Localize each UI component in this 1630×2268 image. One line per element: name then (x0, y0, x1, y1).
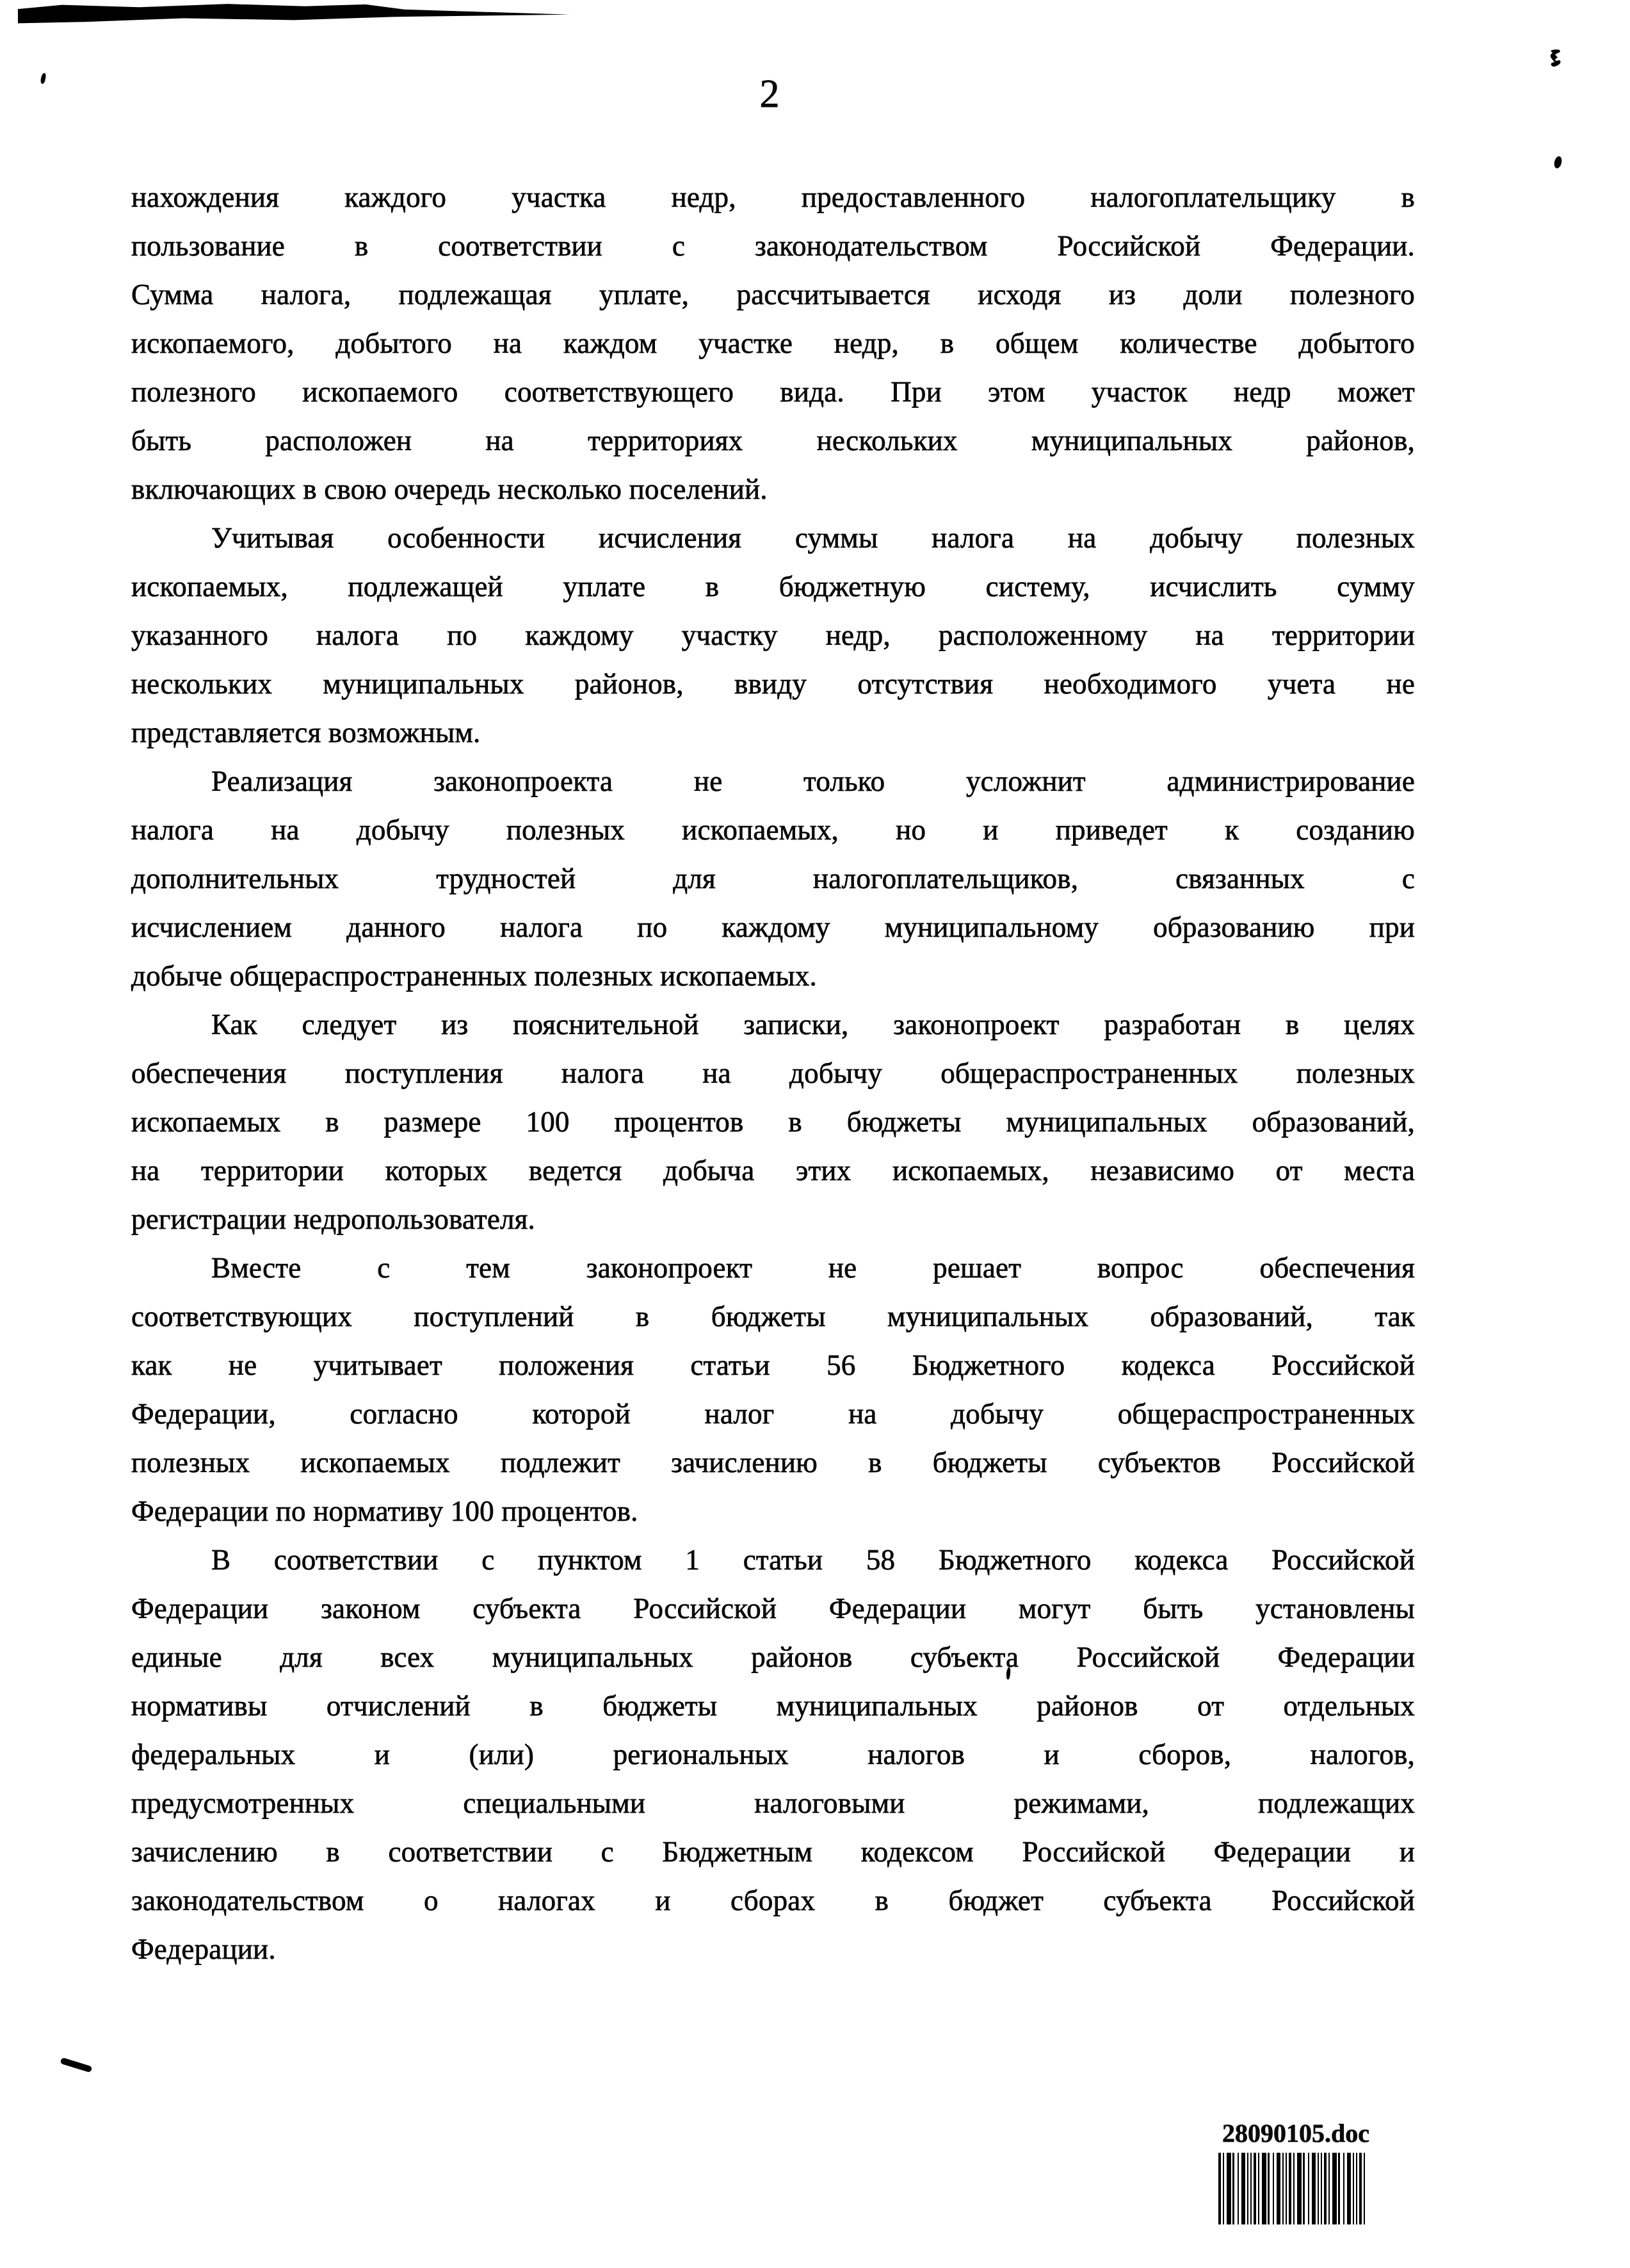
text-line: на территории которых ведется добыча этих ископаемых, независимо от места (131, 1154, 1415, 1187)
text-line: дополнительных трудностей для налогоплательщиков, связанных с (131, 863, 1415, 895)
document-body (131, 173, 1415, 1973)
text-line: нормативы отчислений в бюджеты муниципальных районов от отдельных (131, 1690, 1415, 1722)
text-line: добыче общераспространенных полезных ископаемых. (131, 960, 817, 992)
scan-artifact-top-bar (18, 3, 570, 26)
text-line: соответствующих поступлений в бюджеты муниципальных образований, так (131, 1300, 1415, 1332)
text-line: Реализация законопроекта не только усложнит администрирование (211, 765, 1415, 797)
text-line: нахождения каждого участка недр, предоставленного налогоплательщику в (131, 181, 1415, 213)
text-line: нескольких муниципальных районов, ввиду отсутствия необходимого учета не (131, 668, 1415, 700)
text-line: предусмотренных специальными налоговыми режимами, подлежащих (131, 1787, 1415, 1819)
paragraph (131, 514, 1415, 757)
text-line: регистрации недропользователя. (131, 1203, 536, 1235)
paragraph (131, 173, 1415, 514)
text-line: зачислению в соответствии с Бюджетным кодексом Российской Федерации и (131, 1836, 1415, 1868)
text-line: быть расположен на территориях нескольких муниципальных районов, (131, 425, 1415, 457)
text-line: включающих в свою очередь несколько поселений. (131, 473, 768, 505)
text-line: ископаемых в размере 100 процентов в бюджеты муниципальных образований, (131, 1106, 1415, 1138)
text-line: ископаемых, подлежащей уплате в бюджетную систему, исчислить сумму (131, 571, 1415, 603)
text-line: Учитывая особенности исчисления суммы налога на добычу полезных (211, 522, 1415, 554)
paragraph (131, 1000, 1415, 1243)
page-number: 2 (759, 72, 780, 116)
ink-scribble-top-right (1547, 49, 1565, 71)
text-line: Федерации, согласно которой налог на добычу общераспространенных (131, 1398, 1415, 1430)
text-line: представляется возможным. (131, 717, 481, 749)
text-line: Сумма налога, подлежащая уплате, рассчитывается исходя из доли полезного (131, 279, 1415, 311)
document-filename-label: 28090105.doc (1222, 2119, 1369, 2148)
text-line: Вместе с тем законопроект не решает вопрос обеспечения (211, 1252, 1415, 1284)
barcode (1218, 2153, 1368, 2224)
paragraph (131, 1243, 1415, 1535)
pen-stroke-bottom-left (60, 2057, 93, 2073)
text-line: налога на добычу полезных ископаемых, но и приведет к созданию (131, 814, 1415, 846)
text-line: единые для всех муниципальных районов субъекта Российской Федерации (131, 1641, 1415, 1673)
text-line: Федерации законом субъекта Российской Федерации могут быть установлены (131, 1592, 1415, 1624)
text-line: Как следует из пояснительной записки, законопроект разработан в целях (211, 1008, 1415, 1041)
text-line: законодательством о налогах и сборах в бюджет субъекта Российской (131, 1884, 1415, 1916)
paragraph (131, 1535, 1415, 1973)
text-line: указанного налога по каждому участку недр, расположенному на территории (131, 619, 1415, 651)
paragraph (131, 757, 1415, 1000)
text-line: как не учитывает положения статьи 56 Бюджетного кодекса Российской (131, 1349, 1415, 1381)
text-line: федеральных и (или) региональных налогов и сборов, налогов, (131, 1738, 1415, 1770)
text-line: полезных ископаемых подлежит зачислению в бюджеты субъектов Российской (131, 1446, 1415, 1478)
ink-dot-right-margin (1553, 156, 1563, 169)
text-line: ископаемого, добытого на каждом участке недр, в общем количестве добытого (131, 327, 1415, 359)
text-line: полезного ископаемого соответствующего вида. При этом участок недр может (131, 376, 1415, 408)
text-line: Федерации по нормативу 100 процентов. (131, 1495, 638, 1527)
text-line: исчислением данного налога по каждому муниципальному образованию при (131, 911, 1415, 943)
text-line: обеспечения поступления налога на добычу общераспространенных полезных (131, 1057, 1415, 1089)
text-line: Федерации. (131, 1933, 276, 1965)
text-line: В соответствии с пунктом 1 статьи 58 Бюджетного кодекса Российской (211, 1544, 1415, 1576)
text-line: пользование в соответствии с законодательством Российской Федерации. (131, 230, 1415, 262)
